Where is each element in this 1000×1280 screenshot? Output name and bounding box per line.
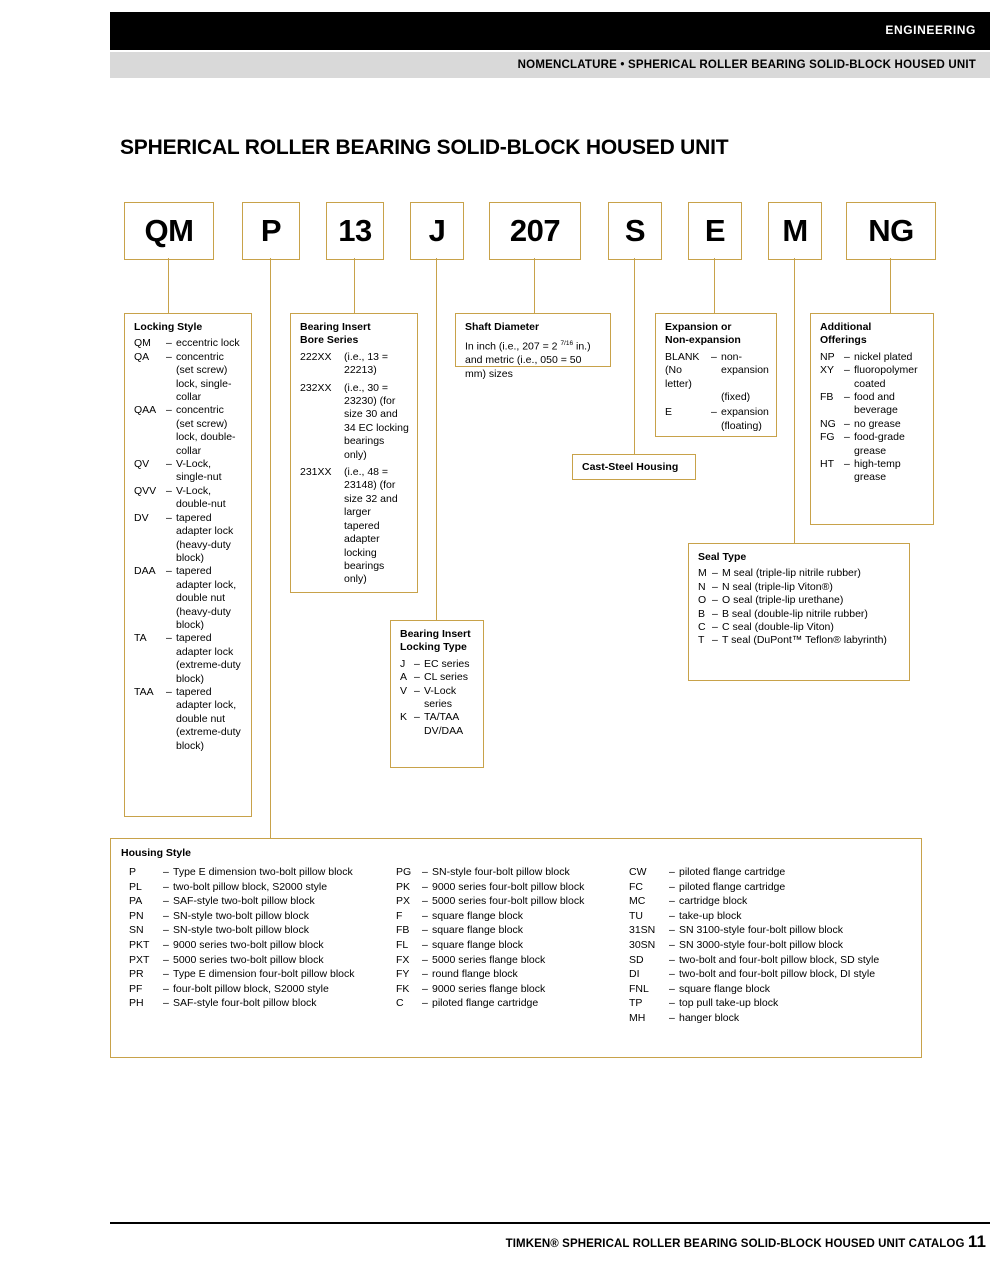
info-box-insert-locking-type <box>390 620 484 768</box>
locking-key: QM <box>134 337 151 350</box>
expansion-key-2: (No letter) <box>665 364 692 390</box>
housing-dash: – <box>163 909 169 922</box>
connector-insert-locking <box>436 258 437 620</box>
housing-key: F <box>396 909 403 922</box>
housing-dash: – <box>669 909 675 922</box>
housing-key: DI <box>629 968 640 981</box>
housing-value: square flange block <box>679 982 771 995</box>
housing-value: 5000 series four-bolt pillow block <box>432 895 585 908</box>
seal-dash: – <box>712 621 718 634</box>
locking-key: QAA <box>134 404 157 417</box>
cast-steel-label: Cast-Steel Housing <box>582 461 679 473</box>
housing-value: piloted flange cartridge <box>679 866 786 878</box>
additional-dash: – <box>844 350 850 363</box>
expansion-dash: – <box>711 350 717 363</box>
housing-value: two-bolt pillow block, S2000 style <box>173 880 328 893</box>
seal-key: T <box>698 634 705 647</box>
seal-key: C <box>698 621 706 634</box>
info-box-seal-type <box>688 543 910 681</box>
housing-key: FNL <box>629 982 649 995</box>
housing-value: SN-style two-bolt pillow block <box>173 924 309 937</box>
additional-dash: – <box>844 431 850 444</box>
additional-dash: – <box>844 417 850 430</box>
locking-value: eccentric lock <box>176 337 240 350</box>
housing-dash: – <box>163 953 169 966</box>
insert-key: V <box>400 684 408 697</box>
housing-value: hanger block <box>679 1011 740 1024</box>
seal-dash: – <box>712 580 718 593</box>
expansion-spacer-2 <box>665 391 711 404</box>
housing-dash: – <box>422 924 428 937</box>
housing-value: square flange block <box>432 924 524 937</box>
bore-key: 232XX <box>300 381 332 394</box>
bore-series-title-2: Bore Series <box>300 334 359 347</box>
housing-dash: – <box>163 880 169 893</box>
seal-key: M <box>698 567 707 580</box>
housing-key: FB <box>396 924 410 937</box>
housing-value: piloted flange cartridge <box>432 997 539 1010</box>
expansion-value-cont: expansion <box>721 364 769 377</box>
info-box-expansion <box>655 313 777 437</box>
locking-value: tapered adapter lock, double nut (heavy-duty block) <box>176 565 237 631</box>
housing-key: PA <box>129 895 143 908</box>
housing-key: FK <box>396 982 410 995</box>
bore-series-title-1: Bearing Insert <box>300 321 371 333</box>
expansion-spacer-5 <box>711 420 721 433</box>
locking-dash: – <box>166 685 172 698</box>
locking-key: QVV <box>134 484 157 497</box>
additional-value: food and beverage <box>854 391 898 417</box>
housing-dash: – <box>422 997 428 1010</box>
housing-dash: – <box>422 968 428 981</box>
bore-value: (i.e., 30 = 23230) (for size 30 and 34 EC locking bearings only) <box>344 381 409 461</box>
housing-key: FX <box>396 953 410 966</box>
housing-dash: – <box>163 924 169 937</box>
locking-key: QV <box>134 458 150 471</box>
locking-value: V-Lock, double-nut <box>176 484 226 511</box>
info-box-bore-series <box>290 313 418 593</box>
footer-text: TIMKEN® SPHERICAL ROLLER BEARING SOLID-BLOCK HOUSED UNIT CATALOG <box>505 1238 965 1250</box>
insert-key: K <box>400 711 408 724</box>
housing-value: Type E dimension two-bolt pillow block <box>173 866 353 878</box>
seal-value: M seal (triple-lip nitrile rubber) <box>722 567 861 580</box>
housing-value: top pull take-up block <box>679 997 779 1010</box>
header-subbar <box>110 52 990 78</box>
info-box-locking-style <box>124 313 252 817</box>
page-number: 11 <box>967 1232 986 1251</box>
locking-dash: – <box>166 350 172 363</box>
insert-key: J <box>400 657 406 670</box>
housing-key: TP <box>629 997 643 1010</box>
housing-key: FC <box>629 880 643 893</box>
additional-key: HT <box>820 458 834 471</box>
seal-value: O seal (triple-lip urethane) <box>722 594 844 607</box>
housing-value: round flange block <box>432 968 518 981</box>
expansion-spacer <box>711 364 721 391</box>
additional-value: no grease <box>854 417 901 430</box>
seal-key: N <box>698 580 706 593</box>
housing-dash: – <box>422 880 428 893</box>
housing-dash: – <box>669 880 675 893</box>
locking-dash: – <box>166 484 172 497</box>
housing-key: MC <box>629 895 646 908</box>
info-box-cast-steel-housing <box>572 454 696 480</box>
seal-dash: – <box>712 567 718 580</box>
code-box-cast-steel-housing: S <box>608 202 662 260</box>
page-title: SPHERICAL ROLLER BEARING SOLID-BLOCK HOUSED UNIT <box>120 136 729 159</box>
expansion-key: BLANK <box>665 350 700 363</box>
additional-value: food-grade grease <box>854 431 905 457</box>
housing-dash: – <box>422 982 428 995</box>
bore-key: 231XX <box>300 466 332 479</box>
housing-dash: – <box>669 938 675 951</box>
code-box-locking-style: QM <box>124 202 214 260</box>
bore-value: (i.e., 48 = 23148) (for size 32 and larger tapered adapter locking bearings only) <box>344 466 398 586</box>
locking-dash: – <box>166 337 172 350</box>
housing-value: SN 3000-style four-bolt pillow block <box>679 938 843 951</box>
housing-dash: – <box>163 982 169 995</box>
insert-value: V-Lock series <box>424 684 457 711</box>
housing-style-column-2 <box>396 865 636 1011</box>
additional-key: XY <box>820 364 835 377</box>
housing-value: 5000 series two-bolt pillow block <box>173 953 324 966</box>
expansion-spacer-3 <box>711 391 721 404</box>
connector-seal <box>794 258 795 543</box>
locking-value: V-Lock, single-nut <box>176 458 222 484</box>
housing-value: take-up block <box>679 909 742 922</box>
housing-value: square flange block <box>432 938 524 951</box>
housing-dash: – <box>669 997 675 1010</box>
housing-value: cartridge block <box>679 895 748 908</box>
housing-dash: – <box>422 895 428 908</box>
housing-key: PK <box>396 880 411 893</box>
housing-value: 5000 series flange block <box>432 953 546 966</box>
housing-dash: – <box>163 895 169 908</box>
code-box-housing-style: P <box>242 202 300 260</box>
housing-dash: – <box>669 1011 675 1024</box>
shaft-body-fraction: 7/16 <box>560 340 574 348</box>
housing-key: PXT <box>129 953 150 966</box>
locking-dash: – <box>166 511 172 524</box>
housing-dash: – <box>669 895 675 908</box>
housing-key: 31SN <box>629 924 656 937</box>
housing-key: TU <box>629 909 643 922</box>
locking-value: concentric (set screw) lock, single-collar <box>176 350 232 404</box>
seal-value: B seal (double-lip nitrile rubber) <box>722 607 868 620</box>
insert-dash: – <box>414 671 420 684</box>
housing-dash: – <box>669 953 675 966</box>
locking-key: TAA <box>134 685 154 698</box>
expansion-value-e2: (floating) <box>721 419 762 432</box>
housing-dash: – <box>163 997 169 1010</box>
info-box-shaft-diameter <box>455 313 611 380</box>
housing-key: PF <box>129 982 143 995</box>
bore-value: (i.e., 13 = 22213) <box>344 350 389 377</box>
additional-key: FB <box>820 391 834 404</box>
info-box-housing-style <box>110 838 922 1058</box>
locking-dash: – <box>166 458 172 471</box>
additional-value: nickel plated <box>854 350 913 363</box>
locking-key: QA <box>134 350 150 363</box>
additional-dash: – <box>844 364 850 377</box>
housing-dash: – <box>422 866 428 878</box>
expansion-value-cont2: (fixed) <box>721 391 751 404</box>
housing-value: square flange block <box>432 909 524 922</box>
housing-value: SN-style two-bolt pillow block <box>173 909 309 922</box>
housing-key: PKT <box>129 938 150 951</box>
header-subtitle: NOMENCLATURE • SPHERICAL ROLLER BEARING SOLID-BLOCK HOUSED UNIT <box>517 59 976 71</box>
housing-key: SN <box>129 924 144 937</box>
insert-dash: – <box>414 657 420 670</box>
expansion-spacer-4 <box>665 420 711 433</box>
housing-key: FL <box>396 938 409 951</box>
housing-key: P <box>129 866 137 878</box>
housing-value: SN 3100-style four-bolt pillow block <box>679 924 843 937</box>
housing-value: 9000 series flange block <box>432 982 546 995</box>
housing-key: PH <box>129 997 144 1010</box>
housing-dash: – <box>669 924 675 937</box>
housing-value: SAF-style two-bolt pillow block <box>173 895 315 908</box>
housing-style-column-3 <box>629 865 919 1026</box>
housing-dash: – <box>422 953 428 966</box>
additional-dash: – <box>844 458 850 471</box>
expansion-dash-e: – <box>711 406 717 419</box>
locking-value: tapered adapter lock (extreme-duty block) <box>176 632 241 685</box>
connector-locking <box>168 258 169 313</box>
seal-dash: – <box>712 634 718 647</box>
insert-locking-title-1: Bearing Insert <box>400 628 471 640</box>
shaft-body-pre: In inch (i.e., 207 = 2 <box>465 340 561 353</box>
housing-value: two-bolt and four-bolt pillow block, DI style <box>679 968 876 981</box>
housing-key: PL <box>129 880 142 893</box>
insert-dash: – <box>414 711 420 724</box>
shaft-diameter-title: Shaft Diameter <box>465 321 540 333</box>
housing-dash: – <box>422 909 428 922</box>
insert-value: TA/TAA DV/DAA <box>424 711 464 737</box>
housing-value: piloted flange cartridge <box>679 880 786 893</box>
locking-value: tapered adapter lock (heavy-duty block) <box>176 511 234 564</box>
seal-value: N seal (triple-lip Viton®) <box>722 580 833 593</box>
housing-key: PR <box>129 968 144 981</box>
locking-dash: – <box>166 404 172 417</box>
code-box-expansion: E <box>688 202 742 260</box>
locking-key: DV <box>134 511 149 524</box>
expansion-title-1: Expansion or <box>665 321 732 333</box>
expansion-title-2: Non-expansion <box>665 334 741 347</box>
insert-key: A <box>400 671 408 684</box>
footer-rule <box>110 1222 990 1224</box>
housing-value: 9000 series two-bolt pillow block <box>173 938 324 951</box>
connector-housing <box>270 258 271 838</box>
additional-value: fluoropolymer coated <box>854 364 918 390</box>
additional-title-2: Offerings <box>820 334 867 347</box>
housing-key: PG <box>396 866 412 878</box>
insert-dash: – <box>414 684 420 697</box>
housing-value: SN-style four-bolt pillow block <box>432 866 570 878</box>
locking-key: DAA <box>134 565 156 578</box>
housing-key: FY <box>396 968 410 981</box>
connector-bore <box>354 258 355 313</box>
housing-dash: – <box>669 968 675 981</box>
locking-value: concentric (set screw) lock, double-collar <box>176 404 236 457</box>
housing-dash: – <box>422 938 428 951</box>
additional-value: high-temp grease <box>854 458 901 484</box>
locking-dash: – <box>166 565 172 578</box>
additional-key: NP <box>820 350 835 363</box>
housing-key: MH <box>629 1011 646 1024</box>
housing-dash: – <box>669 982 675 995</box>
code-box-shaft-diameter: 207 <box>489 202 581 260</box>
seal-value: T seal (DuPont™ Teflon® labyrinth) <box>722 634 887 647</box>
seal-key: B <box>698 607 706 620</box>
code-box-insert-locking-type: J <box>410 202 464 260</box>
housing-key: PN <box>129 909 144 922</box>
shaft-diameter-body <box>465 337 602 381</box>
footer <box>506 1232 986 1252</box>
housing-value: four-bolt pillow block, S2000 style <box>173 982 329 995</box>
additional-dash: – <box>844 391 850 404</box>
housing-value: SAF-style four-bolt pillow block <box>173 997 317 1010</box>
housing-key: SD <box>629 953 644 966</box>
additional-key: FG <box>820 431 835 444</box>
locking-dash: – <box>166 632 172 645</box>
housing-key: 30SN <box>629 938 656 951</box>
expansion-value-e: expansion <box>721 406 769 419</box>
expansion-value: non- <box>721 350 743 363</box>
locking-key: TA <box>134 632 147 645</box>
seal-dash: – <box>712 607 718 620</box>
housing-dash: – <box>163 968 169 981</box>
connector-expansion <box>714 258 715 313</box>
housing-value: Type E dimension four-bolt pillow block <box>173 968 355 981</box>
code-box-seal-type: M <box>768 202 822 260</box>
housing-style-title: Housing Style <box>121 847 192 859</box>
insert-value: CL series <box>424 671 468 684</box>
housing-style-column-1 <box>129 865 379 1011</box>
additional-key: NG <box>820 417 836 430</box>
locking-style-title: Locking Style <box>134 321 203 333</box>
code-box-bore-series: 13 <box>326 202 384 260</box>
connector-additional <box>890 258 891 313</box>
connector-shaft <box>534 258 535 313</box>
code-box-additional-offerings: NG <box>846 202 936 260</box>
housing-key: C <box>396 997 404 1010</box>
insert-value: EC series <box>424 657 470 670</box>
housing-key: CW <box>629 866 647 878</box>
header-bar <box>110 12 990 50</box>
expansion-key-e: E <box>665 406 673 419</box>
housing-dash: – <box>163 938 169 951</box>
housing-value: two-bolt and four-bolt pillow block, SD style <box>679 953 880 966</box>
header-section-label: ENGINEERING <box>885 23 976 37</box>
seal-value: C seal (double-lip Viton) <box>722 621 834 634</box>
shaft-body-post: in.) and metric (i.e., 050 = 50 mm) sizes <box>465 340 591 380</box>
seal-dash: – <box>712 594 718 607</box>
housing-dash: – <box>163 866 169 878</box>
bore-key: 222XX <box>300 350 332 363</box>
housing-key: PX <box>396 895 411 908</box>
housing-value: 9000 series four-bolt pillow block <box>432 880 585 893</box>
seal-type-title: Seal Type <box>698 551 747 563</box>
info-box-additional-offerings <box>810 313 934 525</box>
connector-cast-steel <box>634 258 635 454</box>
seal-key: O <box>698 594 707 607</box>
locking-value: tapered adapter lock, double nut (extreme-duty block) <box>176 685 241 752</box>
insert-locking-title-2: Locking Type <box>400 641 467 654</box>
housing-dash: – <box>669 866 675 878</box>
additional-title-1: Additional <box>820 321 872 333</box>
